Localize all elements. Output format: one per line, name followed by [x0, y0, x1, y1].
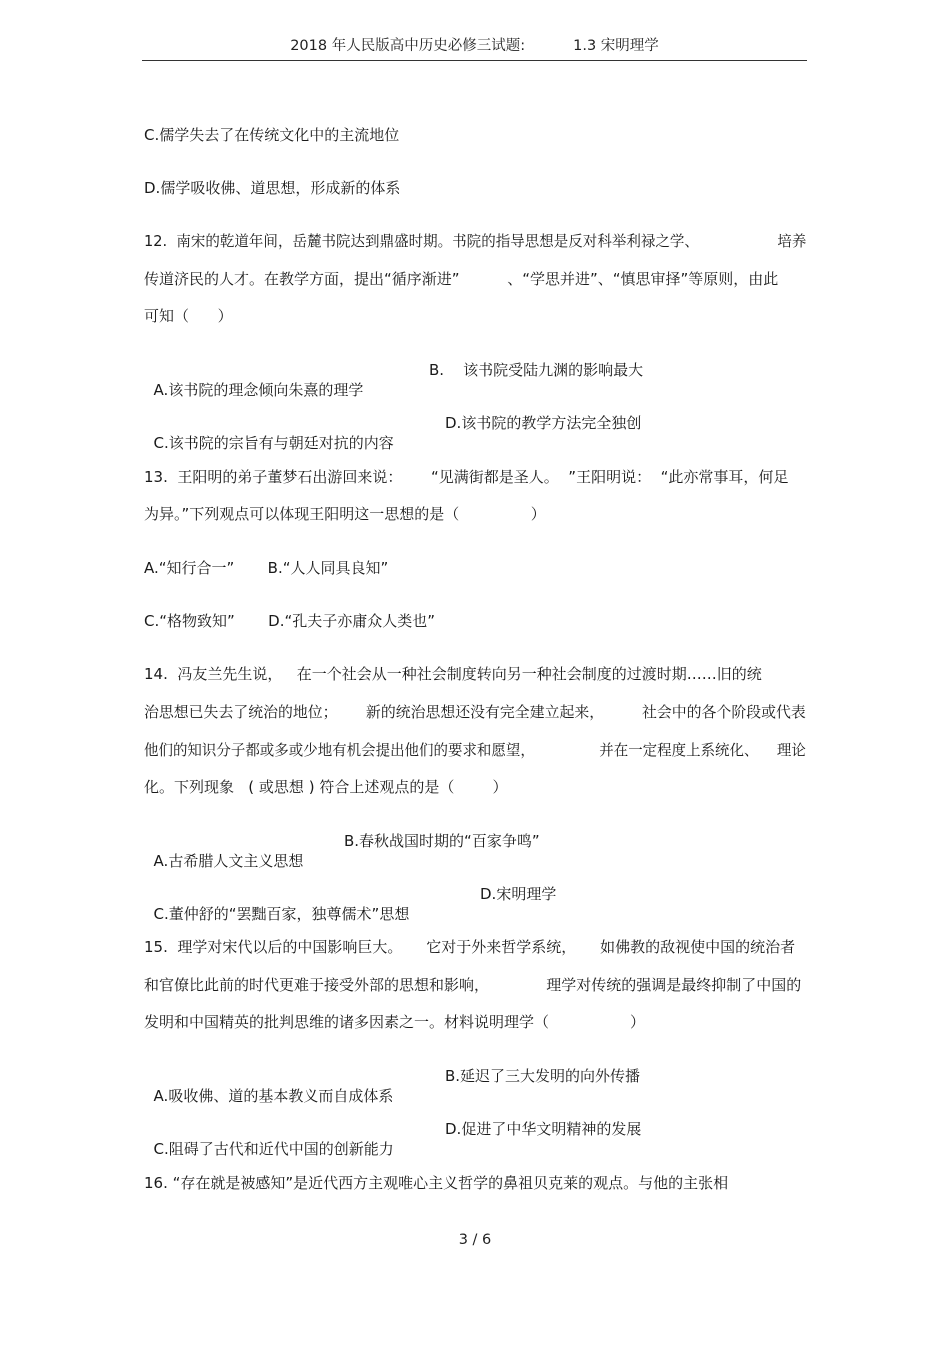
- option-d: D.该书院的教学方法完全独创: [445, 414, 642, 432]
- option-d: D.宋明理学: [480, 885, 557, 903]
- question-12-line: 可知（ ）: [144, 307, 233, 325]
- option-line: C.儒学失去了在传统文化中的主流地位: [144, 126, 400, 144]
- option-b: B.春秋战国时期的“百家争鸣”: [344, 832, 540, 850]
- header-chapter: 1.3 宋明理学: [573, 38, 659, 54]
- header-rule: [142, 60, 807, 61]
- page-header: [142, 34, 807, 60]
- question-12-line: 传道济民的人才。在教学方面，提出“循序渐进” 、“学思并进”、“慎思审择”等原则，由此: [144, 270, 779, 288]
- question-14-line: 14. 冯友兰先生说， 在一个社会从一种社会制度转向另一种社会制度的过渡时期……旧的统: [144, 665, 762, 683]
- question-14-line: 他们的知识分子都或多或少地有机会提出他们的要求和愿望， 并在一定程度上系统化、 理论: [144, 741, 806, 759]
- question-16-line: 16. “存在就是被感知”是近代西方主观唯心主义哲学的鼻祖贝克莱的观点。与他的主张相: [144, 1174, 729, 1192]
- option-b: B. 该书院受陆九渊的影响最大: [429, 361, 644, 379]
- question-12-line: 12. 南宋的乾道年间，岳麓书院达到鼎盛时期。书院的指导思想是反对科举利禄之学、 培养: [144, 232, 807, 250]
- page-number: 3 / 6: [458, 1232, 492, 1248]
- option-c: C.该书院的宗旨有与朝廷对抗的内容: [153, 434, 394, 452]
- question-14-options-ab: [144, 831, 540, 891]
- question-15-line: 15. 理学对宋代以后的中国影响巨大。 它对于外来哲学系统， 如佛教的敌视使中国的统治者: [144, 938, 796, 956]
- question-13-options-cd: C.“格物致知” D.“孔夫子亦庸众人类也”: [144, 612, 436, 630]
- header-title: 2018 年人民版高中历史必修三试题:: [290, 38, 526, 54]
- option-a: A.吸收佛、道的基本教义而自成体系: [153, 1087, 394, 1105]
- question-12-options-cd: [144, 413, 642, 473]
- question-14-line: 化。下列现象 ( 或思想 ) 符合上述观点的是（ ）: [144, 778, 508, 796]
- question-15-line: 和官僚比此前的时代更难于接受外部的思想和影响， 理学对传统的强调是最终抑制了中国的: [144, 976, 802, 994]
- question-15-line: 发明和中国精英的批判思维的诸多因素之一。材料说明理学（ ）: [144, 1013, 646, 1031]
- question-12-options-ab: [144, 360, 644, 420]
- question-13-options-ab: A.“知行合一” B.“人人同具良知”: [144, 559, 389, 577]
- question-13-line: 为异。”下列观点可以体现王阳明这一思想的是（ ）: [144, 505, 546, 523]
- question-15-options-ab: [144, 1066, 641, 1126]
- question-13-line: 13. 王阳明的弟子董梦石出游回来说： “见满街都是圣人。 ”王阳明说： “此亦常事耳，何足: [144, 468, 789, 486]
- option-line: D.儒学吸收佛、道思想，形成新的体系: [144, 179, 401, 197]
- option-a: A.该书院的理念倾向朱熹的理学: [153, 381, 364, 399]
- option-a: A.古希腊人文主义思想: [153, 852, 304, 870]
- question-14-options-cd: [144, 884, 557, 944]
- option-b: B.延迟了三大发明的向外传播: [445, 1067, 641, 1085]
- question-15-options-cd: [144, 1119, 642, 1179]
- option-c: C.阻碍了古代和近代中国的创新能力: [153, 1140, 394, 1158]
- option-c: C.董仲舒的“罢黜百家，独尊儒术”思想: [153, 905, 410, 923]
- question-14-line: 治思想已失去了统治的地位； 新的统治思想还没有完全建立起来， 社会中的各个阶段或代表: [144, 703, 806, 721]
- option-d: D.促进了中华文明精神的发展: [445, 1120, 642, 1138]
